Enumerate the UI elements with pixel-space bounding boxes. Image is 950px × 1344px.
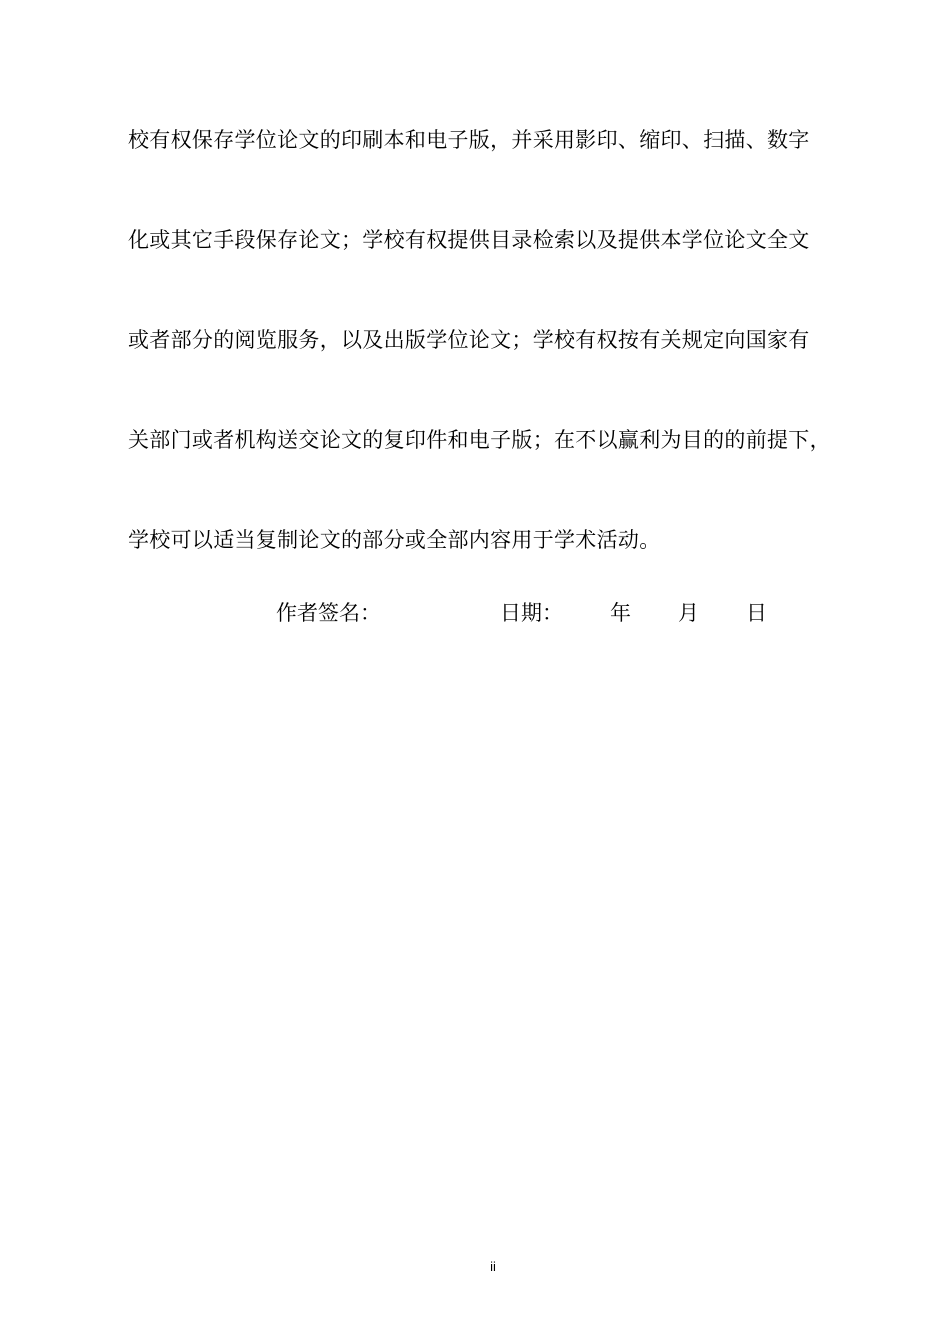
paragraph-line-3: 或者部分的阅览服务，以及出版学位论文；学校有权按有关规定向国家有 <box>128 328 810 352</box>
date-label: 日期： <box>500 601 563 625</box>
paragraph-line-1: 校有权保存学位论文的印刷本和电子版，并采用影印、缩印、扫描、数字 <box>128 128 810 152</box>
author-signature-label: 作者签名： <box>276 601 381 625</box>
paragraph-line-4: 关部门或者机构送交论文的复印件和电子版；在不以赢利为目的的前提下， <box>128 428 831 452</box>
day-label: 日 <box>746 601 767 625</box>
paragraph-line-2: 化或其它手段保存论文；学校有权提供目录检索以及提供本学位论文全文 <box>128 228 810 252</box>
paragraph-line-5: 学校可以适当复制论文的部分或全部内容用于学术活动。 <box>128 528 661 552</box>
month-label: 月 <box>678 601 699 625</box>
year-label: 年 <box>610 601 631 625</box>
page-number: ii <box>490 1259 496 1274</box>
